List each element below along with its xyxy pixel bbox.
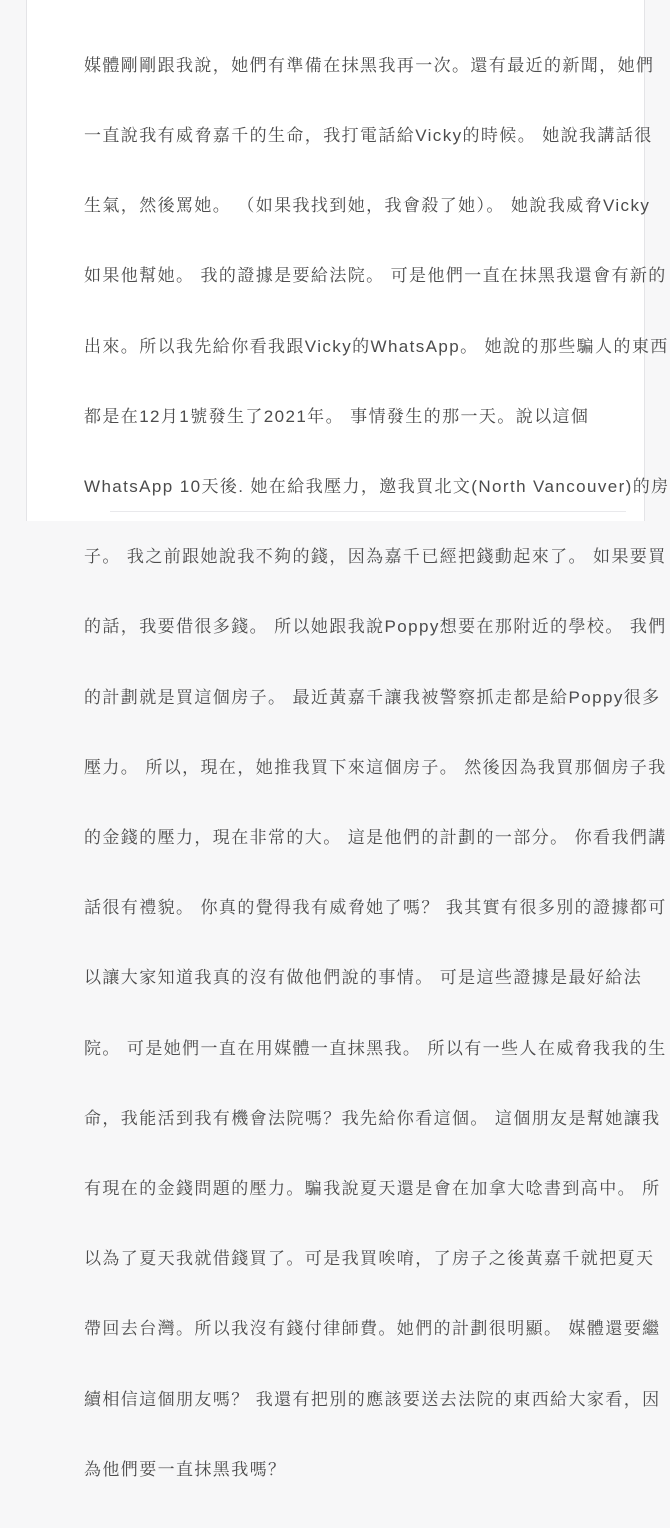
post-panel [26, 0, 670, 1479]
text-line: 如果他幫她。 我的證據是要給法院。 可是他們一直在抹黑我還會有新的 [84, 266, 667, 286]
text-line: 話很有禮貌。 你真的覺得我有威脅她了嗎？ 我其實有很多別的證據都可 [84, 898, 667, 918]
text-line: WhatsApp 10天後. 她在給我壓力，邀我買北文(North Vancouver)的房 [84, 477, 670, 497]
text-line: 壓力。 所以，現在，她推我買下來這個房子。 然後因為我買那個房子我 [84, 757, 667, 777]
text-line: 生氣，然後罵她。 （如果我找到她，我會殺了她）。 她說我威脅Vicky [84, 196, 651, 216]
text-line: 的話，我要借很多錢。 所以她跟我說Poppy想要在那附近的學校。 我們 [84, 617, 667, 637]
text-line: 一直說我有威脅嘉千的生命，我打電話給Vicky的時候。 她說我講話很 [84, 126, 653, 146]
text-line: 出來。所以我先給你看我跟Vicky的WhatsApp。 她說的那些騙人的東西 [84, 336, 669, 356]
text-line: 院。 可是她們一直在用媒體一直抹黑我。 所以有一些人在威脅我我的生 [84, 1038, 667, 1058]
text-line: 為他們要一直抹黑我嗎？ [84, 1459, 287, 1479]
text-line: 的計劃就是買這個房子。 最近黃嘉千讓我被警察抓走都是給Poppy很多 [84, 687, 661, 707]
text-line: 續相信這個朋友嗎？ 我還有把別的應該要送去法院的東西給大家看，因 [84, 1389, 661, 1409]
text-line: 都是在12月1號發生了2021年。 事情發生的那一天。說以這個 [84, 406, 590, 426]
text-line: 命，我能活到我有機會法院嗎？我先給你看這個。 這個朋友是幫她讓我 [84, 1108, 661, 1128]
text-line: 媒體剛剛跟我說，她們有準備在抹黑我再一次。還有最近的新聞，她們 [84, 55, 655, 75]
text-line: 子。 我之前跟她說我不夠的錢，因為嘉千已經把錢動起來了。 如果要買 [84, 547, 667, 567]
post-text [27, 0, 670, 1528]
text-line: 以讓大家知道我真的沒有做他們說的事情。 可是這些證據是最好給法 [84, 968, 643, 988]
text-line: 以為了夏天我就借錢買了。可是我買唉唷，了房子之後黃嘉千就把夏天 [84, 1249, 655, 1269]
bottom-divider [110, 511, 626, 512]
text-line: 帶回去台灣。所以我沒有錢付律師費。她們的計劃很明顯。 媒體還要繼 [84, 1319, 661, 1339]
text-line: 的金錢的壓力，現在非常的大。 這是他們的計劃的一部分。 你看我們講 [84, 828, 667, 848]
text-line: 有現在的金錢問題的壓力。騙我說夏天還是會在加拿大唸書到高中。 所 [84, 1179, 661, 1199]
